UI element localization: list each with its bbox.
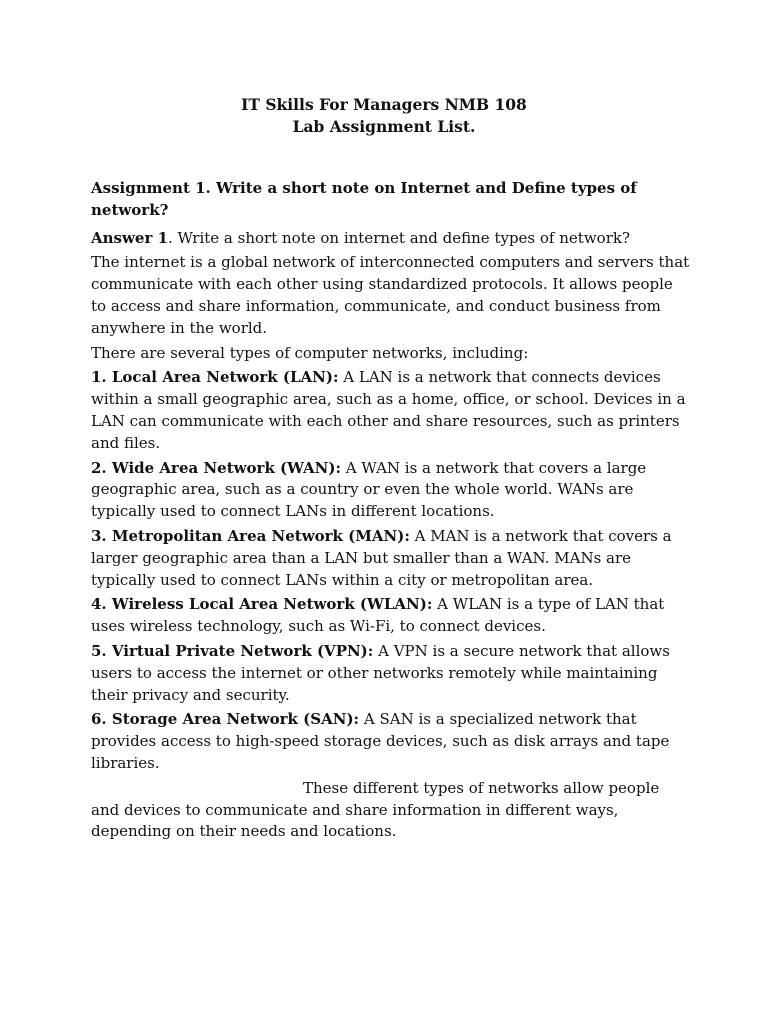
network-type-term: 2. Wide Area Network (WAN): xyxy=(91,458,342,477)
answer-label: Answer 1 xyxy=(91,228,169,247)
answer-line xyxy=(91,228,691,250)
answer-text: . Write a short note on internet and define types of network? xyxy=(168,228,630,247)
assignment-heading: Assignment 1. Write a short note on Internet and Define types of network? xyxy=(91,179,637,219)
network-type-description: A WAN is a network that covers a large geographic area, such as a country or even the whole world. WANs are typically used to connect LANs in different locations. xyxy=(91,458,647,521)
document-title xyxy=(0,94,768,138)
network-type-term: 4. Wireless Local Area Network (WLAN): xyxy=(91,595,433,614)
network-type-term: 1. Local Area Network (LAN): xyxy=(91,368,339,387)
document-body xyxy=(91,178,691,846)
intro-paragraph: The internet is a global network of interconnected computers and servers that communicate with each other using standardized protocols. It allows people to access and share information, communicate, and conduct business from anywhere in the world. xyxy=(91,253,690,337)
title-line-1: IT Skills For Managers NMB 108 xyxy=(241,95,527,114)
network-type-item xyxy=(91,709,691,774)
network-type-description: A SAN is a specialized network that provides access to high-speed storage devices, such as disk arrays and tape libraries. xyxy=(91,710,670,772)
network-type-description: A LAN is a network that connects devices within a small geographic area, such as a home, office, or school. Devices in a LAN can communicate with each other and share resources, such as printers and files. xyxy=(91,368,686,452)
network-type-term: 5. Virtual Private Network (VPN): xyxy=(91,641,374,660)
network-type-description: A WLAN is a type of LAN that uses wireless technology, such as Wi-Fi, to connect devices. xyxy=(91,595,665,636)
network-type-item xyxy=(91,594,691,638)
network-type-term: 6. Storage Area Network (SAN): xyxy=(91,710,360,729)
network-type-term: 3. Metropolitan Area Network (MAN): xyxy=(91,526,410,545)
network-type-item xyxy=(91,526,691,591)
title-line-2: Lab Assignment List. xyxy=(292,117,476,136)
types-intro: There are several types of computer networks, including: xyxy=(91,343,529,362)
closing-paragraph: These different types of networks allow people and devices to communicate and share information in different ways, depending on their needs and locations. xyxy=(91,778,660,841)
network-type-item xyxy=(91,367,691,454)
network-type-item xyxy=(91,458,691,523)
network-type-description: A VPN is a secure network that allows users to access the internet or other networks remotely while maintaining their privacy and security. xyxy=(91,641,670,704)
network-type-description: A MAN is a network that covers a larger geographic area than a LAN but smaller than a WAN. MANs are typically used to connect LANs within a city or metropolitan area. xyxy=(91,526,672,589)
network-type-item xyxy=(91,641,691,706)
